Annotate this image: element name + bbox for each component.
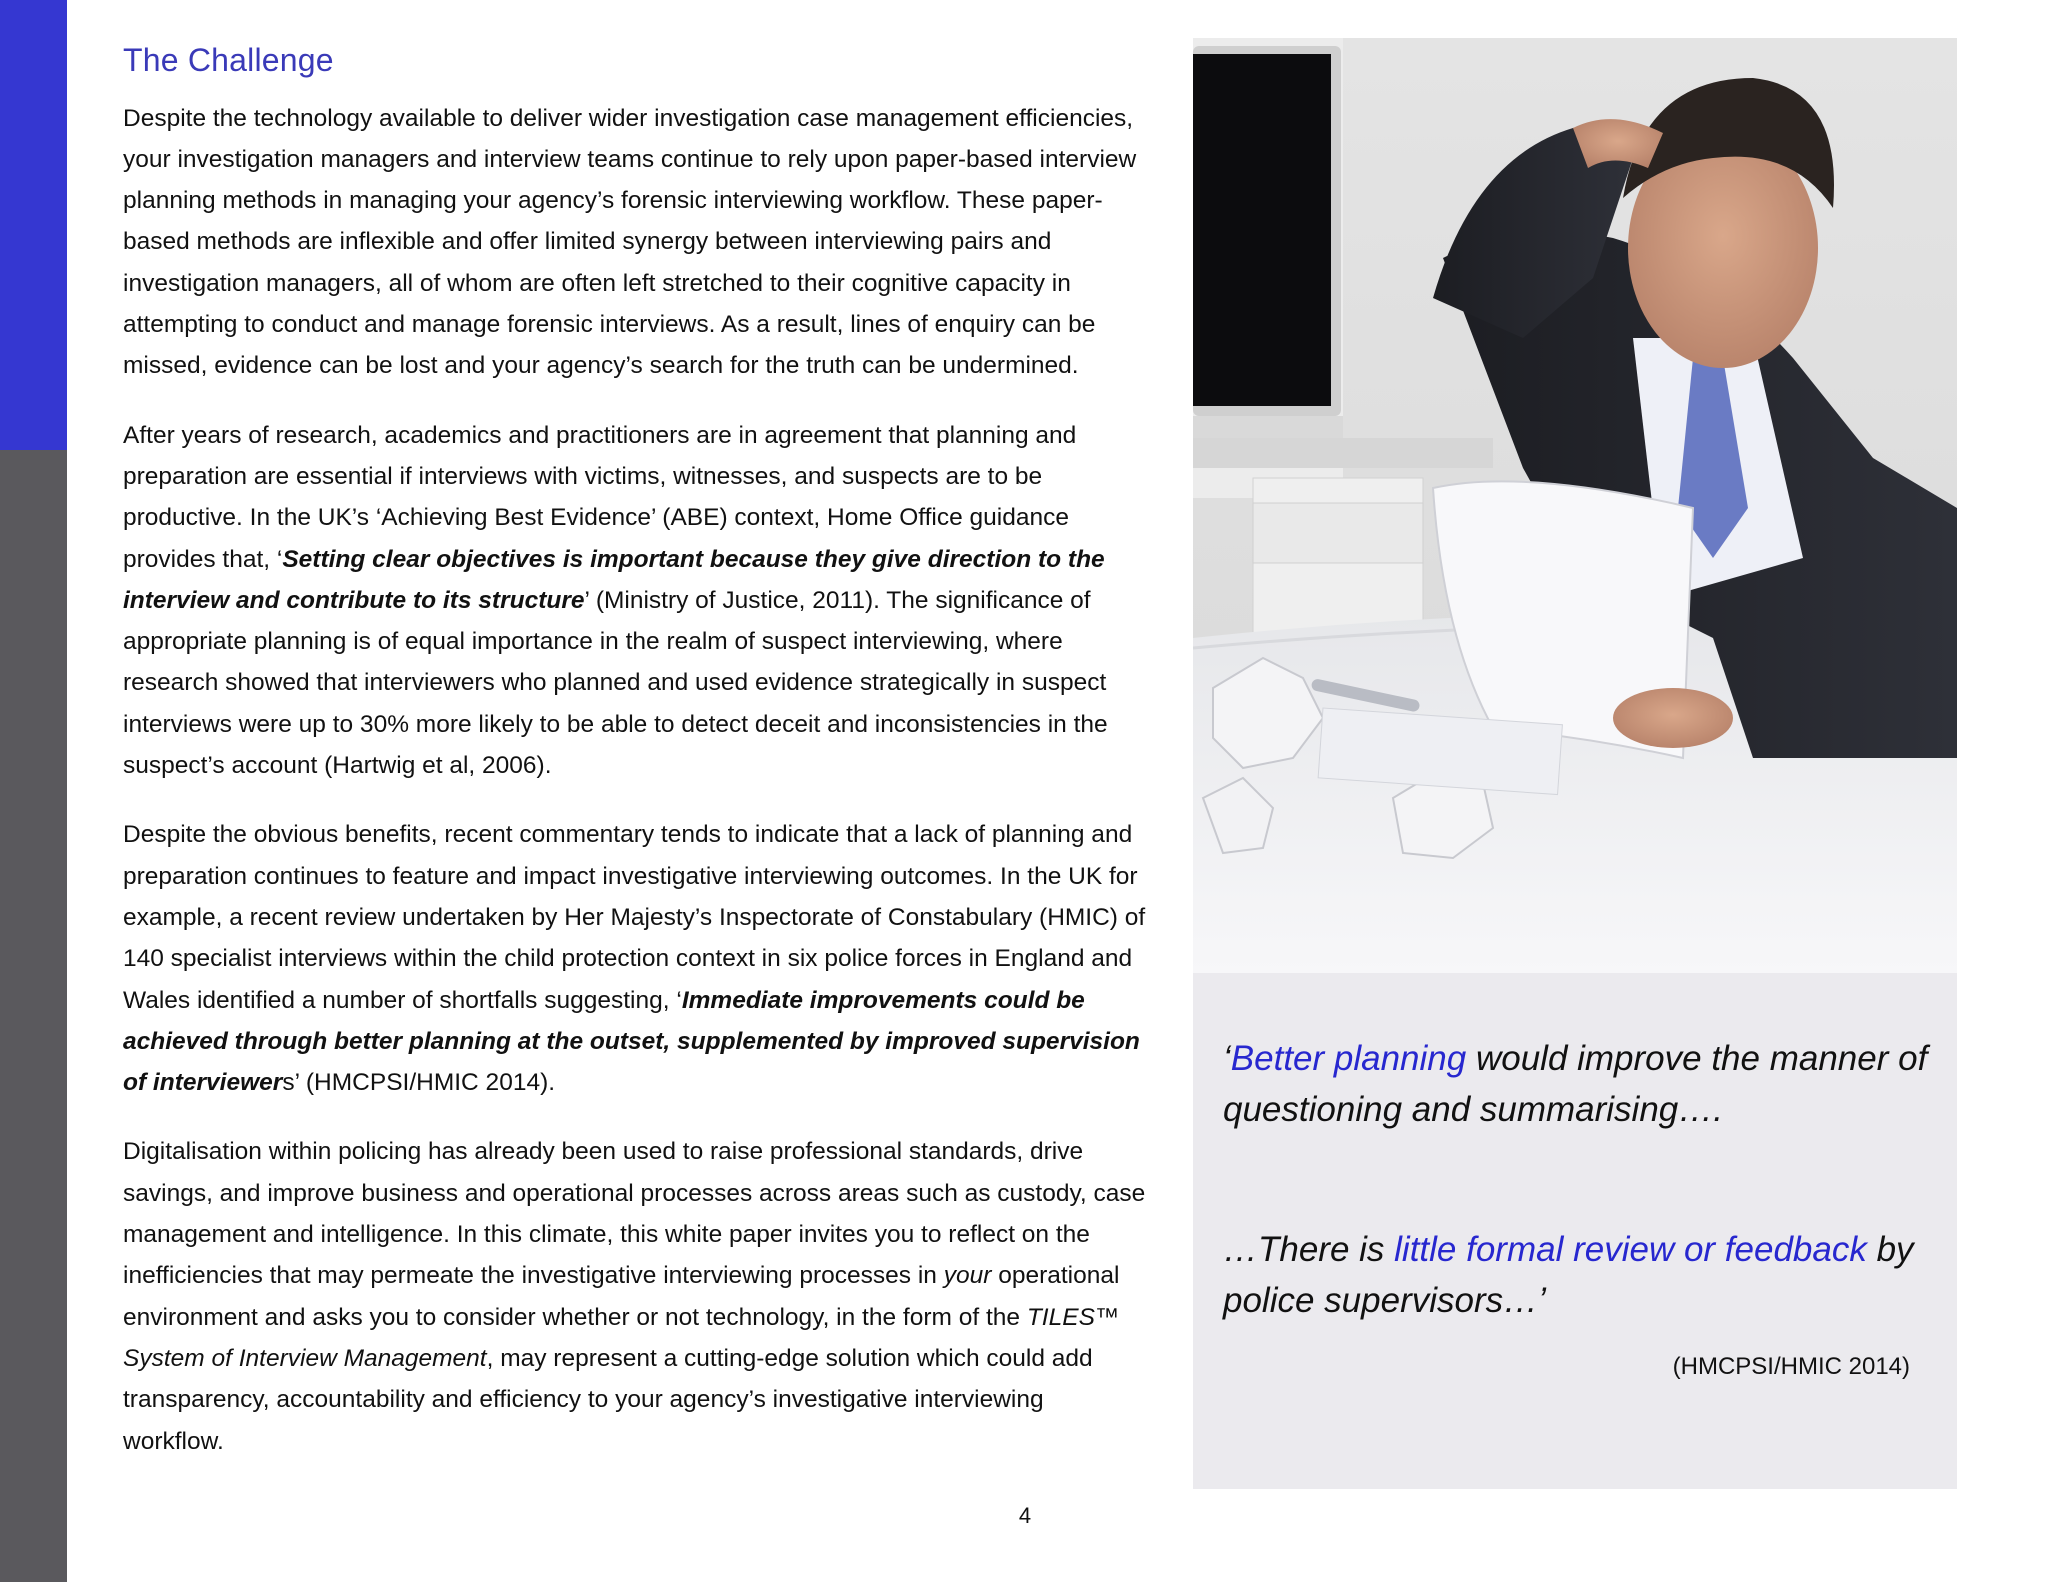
paragraph-2-text-b: ’ (Ministry of Justice, 2011). The significance of appropriate planning is of equal importance in the realm of suspect interviewing, where research showed that interviewers who planned and used evidence strategically in suspect interviews were up to 30% more likely to be able to detect deceit and inconsistencies in the suspect’s account (Hartwig et al, 2006). — [123, 586, 1108, 780]
page-number: 4 — [1018, 1503, 1032, 1528]
paragraph-2-text-a: After years of research, academics and practitioners are in agreement that planning and preparation are essential if interviews with victims, witnesses, and suspects are to be productive. In the UK’s ‘Achieving Best Evidence’ (ABE) context, Home Office guidance provides that, ‘ — [123, 421, 1077, 573]
pull-quote-first — [1223, 1033, 1943, 1135]
pull-quote-second-open: …There is — [1223, 1230, 1395, 1269]
paragraph-4-text-b: operational environment and asks you to consider whether or not technology, in the form of the — [123, 1262, 1120, 1331]
pull-quote-source: (HMCPSI/HMIC 2014) — [1672, 1353, 1910, 1380]
pull-quote-second — [1223, 1224, 1943, 1326]
pull-quote-first-open: ‘ — [1223, 1039, 1231, 1078]
paragraph-3-text-a: Despite the obvious benefits, recent commentary tends to indicate that a lack of planning and preparation continues to feature and impact investigative interviewing outcomes. In the UK for example, a recent review undertaken by Her Majesty’s Inspectorate of Constabulary (HMIC) of 140 specialist interviews within the child protection context in six police forces in England and Wales identified a number of shortfalls suggesting, ‘ — [123, 821, 1146, 1014]
paragraph-4-emphasis-your: your — [943, 1262, 992, 1290]
paragraph-4-text-c: , may represent a cutting-edge solution which could add transparency, accountability and efficiency to your agency’s investigative interviewing workflow. — [123, 1344, 1093, 1455]
paragraph-3 — [123, 814, 1148, 1103]
sidebar-accent-blue — [0, 0, 67, 450]
pull-quote-second-rest: by police supervisors…’ — [1223, 1230, 1914, 1320]
monitor-icon — [1193, 46, 1343, 450]
stressed-businessman-photo — [1193, 38, 1957, 973]
pull-quote-second-highlight: little formal review or feedback — [1394, 1230, 1867, 1269]
paragraph-4-text-a: Digitalisation within policing has already been used to raise professional standards, drive savings, and improve business and operational processes across areas such as custody, case management and intelligence. In this climate, this white paper invites you to reflect on the inefficiencies that may permeate the investigative interviewing processes in — [123, 1138, 1146, 1290]
paragraph-3-quote: Immediate improvements could be achieved through better planning at the outset, supplemented by improved supervision of interviewer — [123, 986, 1140, 1097]
section-heading: The Challenge — [123, 42, 334, 78]
pull-quote-panel — [1193, 973, 1957, 1489]
paragraph-4 — [123, 1131, 1148, 1461]
pull-quote-first-highlight: Better planning — [1230, 1039, 1467, 1078]
pull-quote-first-rest: would improve the manner of questioning and summarising…. — [1223, 1039, 1928, 1129]
paragraph-2 — [123, 415, 1148, 787]
paragraph-2-quote: Setting clear objectives is important because they give direction to the interview and contribute to its structure — [123, 545, 1105, 614]
photo-illustration — [1193, 38, 1957, 973]
main-text-column — [123, 40, 1148, 1490]
paragraph-3-text-b: s’ (HMCPSI/HMIC 2014). — [282, 1069, 556, 1097]
paragraph-4-emphasis-product: TILES™ System of Interview Management — [123, 1303, 1120, 1372]
sidebar-accent-gray — [0, 450, 67, 1582]
paragraph-1: Despite the technology available to deliver wider investigation case management efficiencies, your investigation managers and interview teams continue to rely upon paper-based interview planning methods in managing your agency’s forensic interviewing workflow. These paper-based methods are inflexible and offer limited synergy between interviewing pairs and investigation managers, all of whom are often left stretched to their cognitive capacity in attempting to conduct and manage forensic interviews. As a result, lines of enquiry can be missed, evidence can be lost and your agency’s search for the truth can be undermined. — [123, 104, 1137, 380]
